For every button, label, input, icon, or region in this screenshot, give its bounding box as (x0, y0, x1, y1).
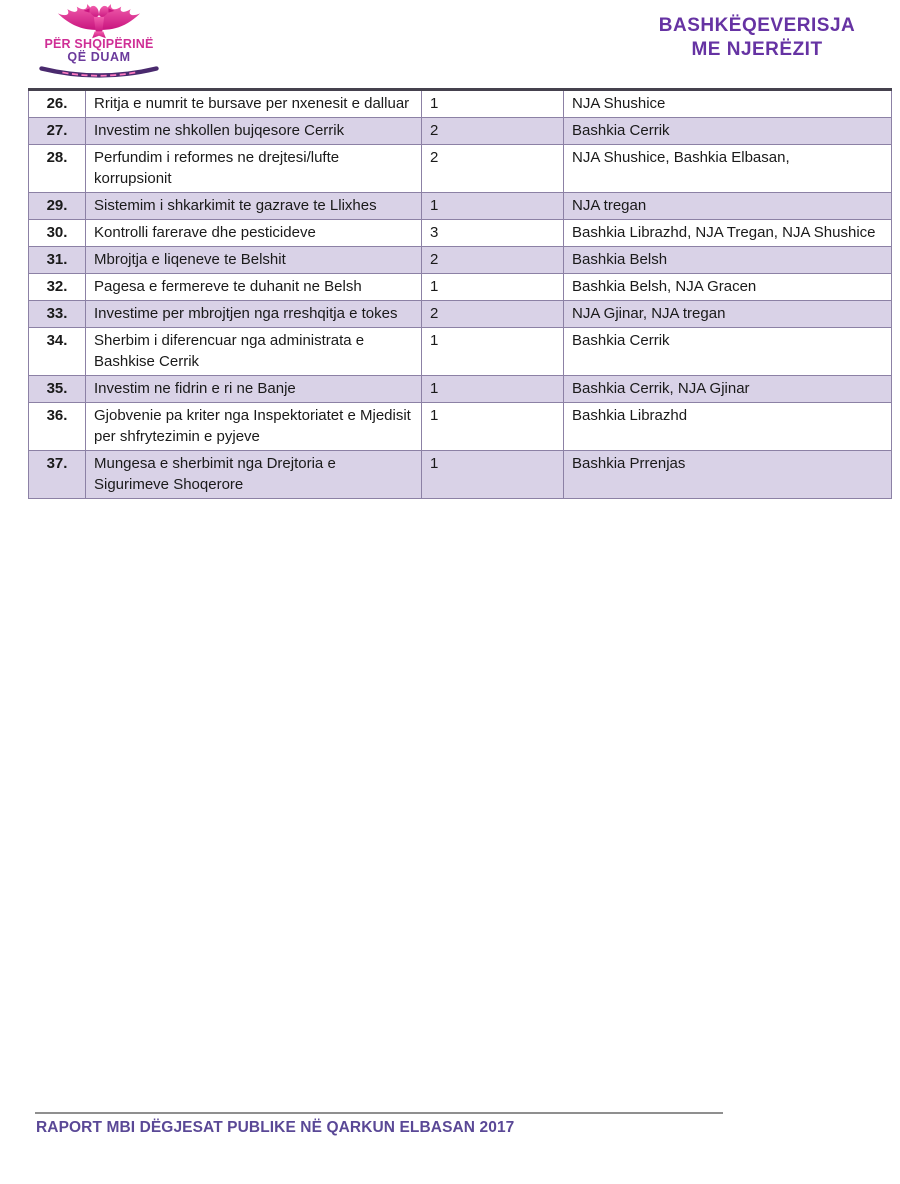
table-row (29, 118, 892, 145)
cell-num: 34. (29, 328, 86, 376)
cell-count: 1 (422, 90, 564, 118)
cell-issue: Kontrolli farerave dhe pesticideve (86, 220, 422, 247)
cell-num: 26. (29, 90, 86, 118)
cell-num: 29. (29, 193, 86, 220)
cell-location: Bashkia Cerrik (564, 118, 892, 145)
cell-count: 1 (422, 274, 564, 301)
cell-issue: Sherbim i diferencuar nga administrata e Bashkise Cerrik (86, 328, 422, 376)
cell-issue: Mungesa e sherbimit nga Drejtoria e Sigurimeve Shoqerore (86, 451, 422, 499)
cell-count: 1 (422, 403, 564, 451)
cell-num: 33. (29, 301, 86, 328)
cell-num: 30. (29, 220, 86, 247)
cell-issue: Pagesa e fermereve te duhanit ne Belsh (86, 274, 422, 301)
double-headed-eagle-icon (47, 4, 151, 40)
cell-count: 1 (422, 376, 564, 403)
table-row (29, 403, 892, 451)
campaign-slogan (632, 14, 882, 62)
cell-count: 1 (422, 193, 564, 220)
table-row (29, 328, 892, 376)
cell-location: Bashkia Belsh, NJA Gracen (564, 274, 892, 301)
logo-text-line1: PËR SHQIPËRINË (44, 37, 154, 51)
table-row (29, 274, 892, 301)
cell-location: Bashkia Prrenjas (564, 451, 892, 499)
table-row (29, 247, 892, 274)
cell-count: 1 (422, 328, 564, 376)
public-hearings-table (28, 88, 892, 499)
cell-num: 37. (29, 451, 86, 499)
slogan-line2: ME NJERËZIT (691, 38, 823, 60)
table-row (29, 145, 892, 193)
logo-text-line2: QË DUAM (67, 50, 131, 65)
cell-location: Bashkia Cerrik (564, 328, 892, 376)
cell-location: NJA tregan (564, 193, 892, 220)
cell-location: NJA Shushice, Bashkia Elbasan, (564, 145, 892, 193)
cell-issue: Investim ne fidrin e ri ne Banje (86, 376, 422, 403)
cell-location: Bashkia Librazhd, NJA Tregan, NJA Shushice (564, 220, 892, 247)
cell-count: 3 (422, 220, 564, 247)
table-row (29, 90, 892, 118)
cell-issue: Investim ne shkollen bujqesore Cerrik (86, 118, 422, 145)
cell-location: Bashkia Librazhd (564, 403, 892, 451)
cell-num: 35. (29, 376, 86, 403)
table-row (29, 301, 892, 328)
logo-ribbon-swoosh (38, 65, 160, 79)
cell-num: 32. (29, 274, 86, 301)
cell-issue: Sistemim i shkarkimit te gazrave te Llixhes (86, 193, 422, 220)
party-logo (32, 4, 166, 79)
cell-issue: Investime per mbrojtjen nga rreshqitja e tokes (86, 301, 422, 328)
cell-num: 27. (29, 118, 86, 145)
cell-issue: Mbrojtja e liqeneve te Belshit (86, 247, 422, 274)
cell-issue: Rritja e numrit te bursave per nxenesit e dalluar (86, 90, 422, 118)
cell-count: 2 (422, 118, 564, 145)
cell-count: 2 (422, 301, 564, 328)
footer-rule (35, 1112, 723, 1114)
cell-num: 28. (29, 145, 86, 193)
cell-location: NJA Shushice (564, 90, 892, 118)
table-row (29, 376, 892, 403)
cell-count: 1 (422, 451, 564, 499)
cell-count: 2 (422, 145, 564, 193)
cell-location: NJA Gjinar, NJA tregan (564, 301, 892, 328)
cell-issue: Perfundim i reformes ne drejtesi/lufte korrupsionit (86, 145, 422, 193)
cell-count: 2 (422, 247, 564, 274)
cell-issue: Gjobvenie pa kriter nga Inspektoriatet e Mjedisit per shfrytezimin e pyjeve (86, 403, 422, 451)
cell-num: 36. (29, 403, 86, 451)
cell-location: Bashkia Belsh (564, 247, 892, 274)
table-row (29, 451, 892, 499)
table-row (29, 220, 892, 247)
cell-num: 31. (29, 247, 86, 274)
slogan-line1: BASHKËQEVERISJA (658, 15, 856, 36)
footer-title: RAPORT MBI DËGJESAT PUBLIKE NË QARKUN ELBASAN 2017 (36, 1119, 515, 1136)
cell-location: Bashkia Cerrik, NJA Gjinar (564, 376, 892, 403)
table-row (29, 193, 892, 220)
